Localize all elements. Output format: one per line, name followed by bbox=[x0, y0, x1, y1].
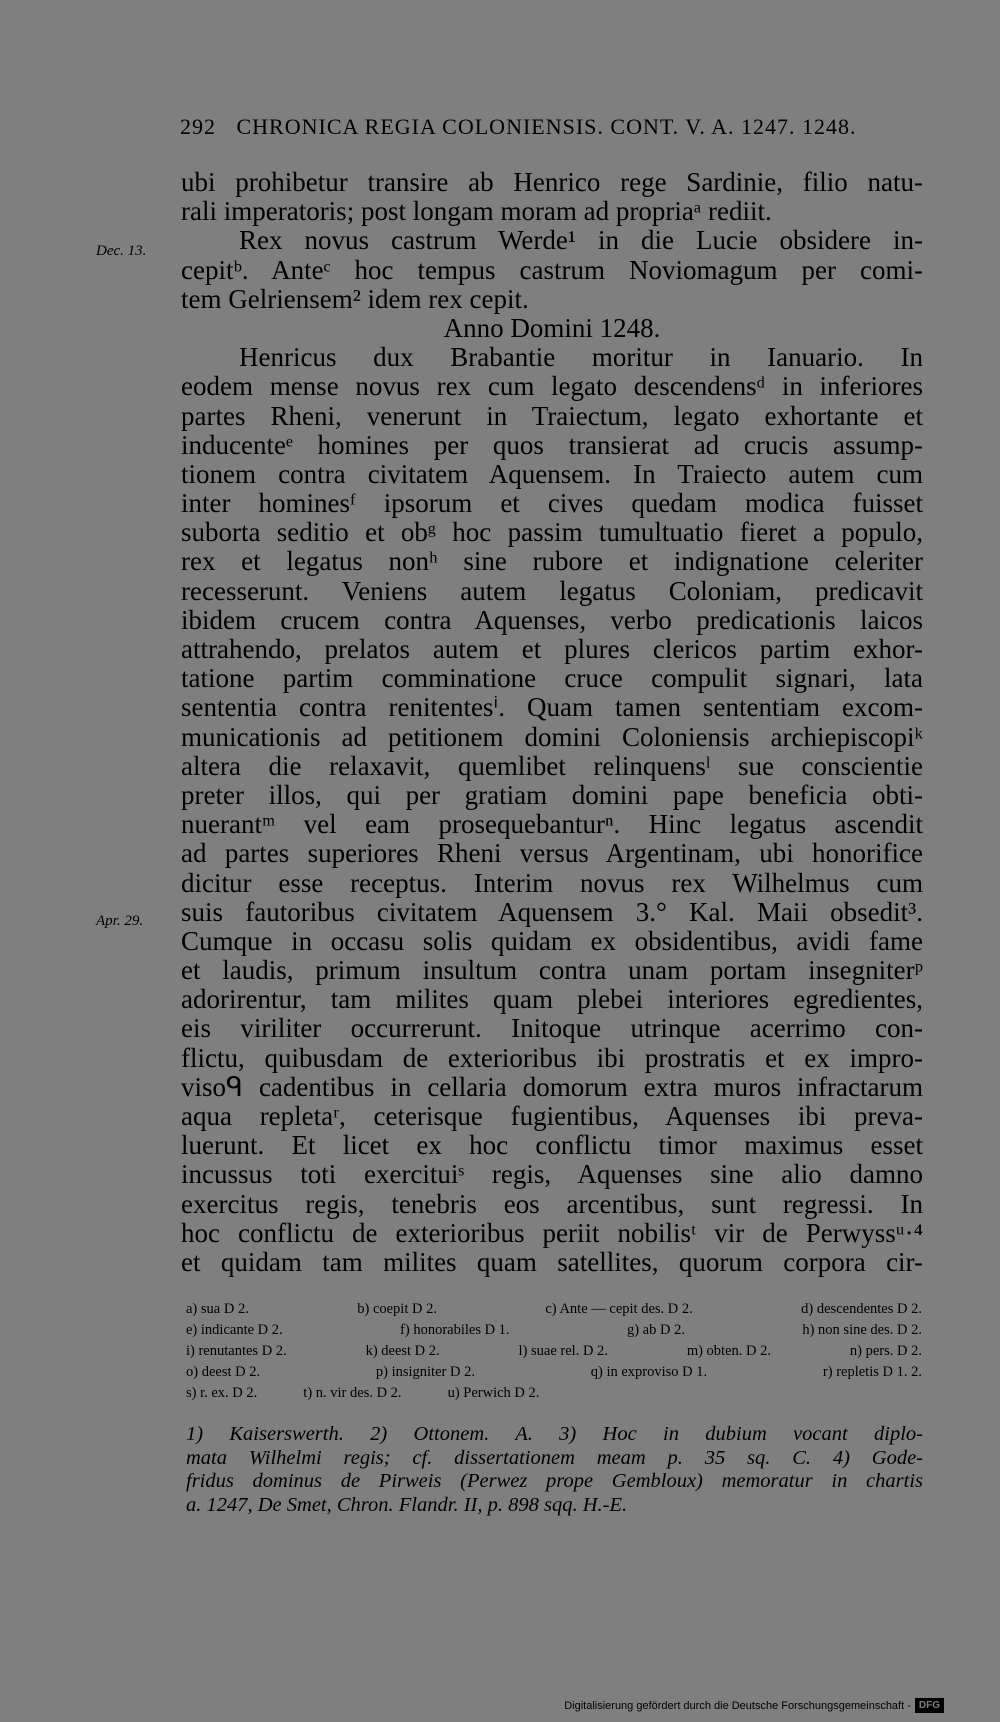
text-line: luerunt. Et licet ex hoc conflictu timor maximus esset bbox=[181, 1130, 923, 1161]
text-line: hoc conflictu de exterioribus periit nobilisᵗ vir de Perwyssᵘ·⁴ bbox=[181, 1217, 923, 1248]
text-line: preter illos, qui per gratiam domini pape beneficia obti- bbox=[181, 779, 923, 810]
variant-note: q) in exproviso D 1. bbox=[590, 1364, 708, 1380]
variant-note: h) non sine des. D 2. bbox=[802, 1322, 922, 1338]
text-line: inducenteᵉ homines per quos transierat ad crucis assump- bbox=[181, 429, 923, 460]
variant-note: b) coepit D 2. bbox=[357, 1301, 437, 1317]
text-line: tionem contra civitatem Aquensem. In Traiecto autem cum bbox=[181, 458, 923, 489]
text-line: inter hominesᶠ ipsorum et cives quedam modica fuisset bbox=[181, 488, 923, 519]
text-line: flictu, quibusdam de exterioribus ibi prostratis et ex impro- bbox=[181, 1042, 923, 1073]
text-line: aqua repletaʳ, ceterisque fugientibus, Aquenses ibi preva- bbox=[181, 1101, 923, 1131]
text-line: dicitur esse receptus. Interim novus rex Wilhelmus cum bbox=[181, 867, 923, 898]
text-line: ad partes superiores Rheni versus Argentinam, ubi honorifice bbox=[181, 838, 923, 869]
text-line: ibidem crucem contra Aquenses, verbo predicationis laicos bbox=[181, 604, 923, 635]
variant-row bbox=[186, 1383, 922, 1404]
text-line: rex et legatus nonʰ sine rubore et indignatione celeriter bbox=[181, 546, 923, 577]
text-line: et quidam tam milites quam satellites, quorum corpora cir- bbox=[181, 1246, 923, 1277]
text-line: adorirentur, tam milites quam plebei interiores egredientes, bbox=[181, 984, 923, 1015]
text-line: suis fautoribus civitatem Aquensem 3.° Kal. Maii obsedit³. bbox=[181, 896, 923, 927]
margin-date-apr: Apr. 29. bbox=[96, 913, 144, 929]
note-line: a. 1247, De Smet, Chron. Flandr. II, p. 898 sqq. H.-E. bbox=[186, 1493, 628, 1516]
text-line: Cumque in occasu solis quidam ex obsidentibus, avidi fame bbox=[181, 925, 923, 956]
variant-note: d) descendentes D 2. bbox=[801, 1301, 922, 1317]
variant-note: o) deest D 2. bbox=[186, 1364, 261, 1380]
note-line: 1) Kaiserswerth. 2) Ottonem. A. 3) Hoc in dubium vocant diplo- bbox=[186, 1423, 923, 1445]
text-line: suborta seditio et obᵍ hoc passim tumultuatio fieret a populo, bbox=[181, 517, 923, 548]
variant-note: n) pers. D 2. bbox=[849, 1343, 922, 1359]
variant-note: e) indicante D 2. bbox=[186, 1322, 283, 1338]
variant-row bbox=[186, 1299, 922, 1320]
running-title: CHRONICA REGIA COLONIENSIS. CONT. V. A. 1247. 1248. bbox=[236, 114, 857, 139]
text-line: sententia contra renitentesⁱ. Quam tamen sententiam excom- bbox=[181, 692, 923, 723]
variant-note: l) suae rel. D 2. bbox=[518, 1343, 608, 1359]
text-line: rali imperatoris; post longam moram ad propriaᵃ rediit. bbox=[181, 196, 772, 227]
text-line: attrahendo, prelatos autem et plures clericos partim exhor- bbox=[181, 634, 923, 664]
digitization-credit bbox=[564, 1698, 944, 1713]
text-line: exercitus regis, tenebris eos arcentibus, sunt regressi. In bbox=[181, 1188, 923, 1219]
text-line: partes Rheni, venerunt in Traiectum, legato exhortante et bbox=[181, 400, 923, 431]
variant-note: i) renutantes D 2. bbox=[186, 1343, 287, 1359]
text-line: eodem mense novus rex cum legato descendensᵈ in inferiores bbox=[181, 371, 923, 402]
note-line: mata Wilhelmi regis; cf. dissertationem meam p. 35 sq. C. 4) Gode- bbox=[186, 1446, 923, 1469]
text-line: ubi prohibetur transire ab Henrico rege Sardinie, filio natu- bbox=[181, 167, 923, 197]
variant-note: u) Perwich D 2. bbox=[447, 1385, 540, 1401]
text-line: Henricus dux Brabantie moritur in Ianuario. In bbox=[239, 342, 923, 373]
variant-note: f) honorabiles D 1. bbox=[400, 1322, 510, 1338]
variant-note: r) repletis D 1. 2. bbox=[822, 1364, 922, 1380]
variant-note: k) deest D 2. bbox=[365, 1343, 440, 1359]
margin-date-dec: Dec. 13. bbox=[96, 243, 147, 259]
text-line: tem Gelriensem² idem rex cepit. bbox=[181, 283, 529, 314]
text-line: et laudis, primum insultum contra unam portam insegniterᵖ bbox=[181, 955, 923, 986]
variant-readings bbox=[186, 1299, 922, 1404]
main-text bbox=[181, 168, 923, 1277]
text-line: eis viriliter occurrerunt. Initoque utrinque acerrimo con- bbox=[181, 1013, 923, 1044]
text-line: tatione partim comminatione cruce compulit signari, lata bbox=[181, 663, 923, 694]
variant-note: a) sua D 2. bbox=[186, 1301, 249, 1317]
variant-row bbox=[186, 1341, 922, 1362]
page-number: 292 bbox=[180, 114, 216, 139]
note-line: fridus dominus de Pirweis (Perwez prope Gembloux) memoratur in chartis bbox=[186, 1470, 923, 1493]
dfg-logo: DFG bbox=[915, 1698, 944, 1713]
text-line: recesserunt. Veniens autem legatus Coloniam, predicavit bbox=[181, 575, 923, 606]
year-heading: Anno Domini 1248. bbox=[443, 312, 661, 343]
variant-row bbox=[186, 1320, 922, 1341]
variant-row bbox=[186, 1362, 922, 1383]
variant-note: c) Ante — cepit des. D 2. bbox=[545, 1301, 693, 1317]
text-line: visoᑫ cadentibus in cellaria domorum extra muros infractarum bbox=[181, 1071, 923, 1102]
text-line: nuerantᵐ vel eam prosequebanturⁿ. Hinc legatus ascendit bbox=[181, 809, 923, 840]
credit-text: Digitalisierung gefördert durch die Deutsche Forschungsgemeinschaft - bbox=[564, 1699, 911, 1712]
variant-note: g) ab D 2. bbox=[626, 1322, 685, 1338]
variant-note: m) obten. D 2. bbox=[686, 1343, 771, 1359]
text-line: altera die relaxavit, quemlibet relinquensˡ sue conscientie bbox=[181, 750, 923, 781]
text-line: Rex novus castrum Werde¹ in die Lucie obsidere in- bbox=[239, 225, 923, 256]
running-header bbox=[180, 114, 928, 140]
text-line: cepitᵇ. Anteᶜ hoc tempus castrum Noviomagum per comi- bbox=[181, 254, 923, 285]
text-line: municationis ad petitionem domini Coloniensis archiepiscopiᵏ bbox=[181, 721, 923, 752]
variant-note: t) n. vir des. D 2. bbox=[303, 1385, 402, 1401]
variant-note: s) r. ex. D 2. bbox=[186, 1385, 258, 1401]
variant-note: p) insigniter D 2. bbox=[375, 1364, 475, 1380]
text-line: incussus toti exercituiˢ regis, Aquenses sine alio damno bbox=[181, 1159, 923, 1190]
editorial-notes bbox=[186, 1423, 923, 1517]
